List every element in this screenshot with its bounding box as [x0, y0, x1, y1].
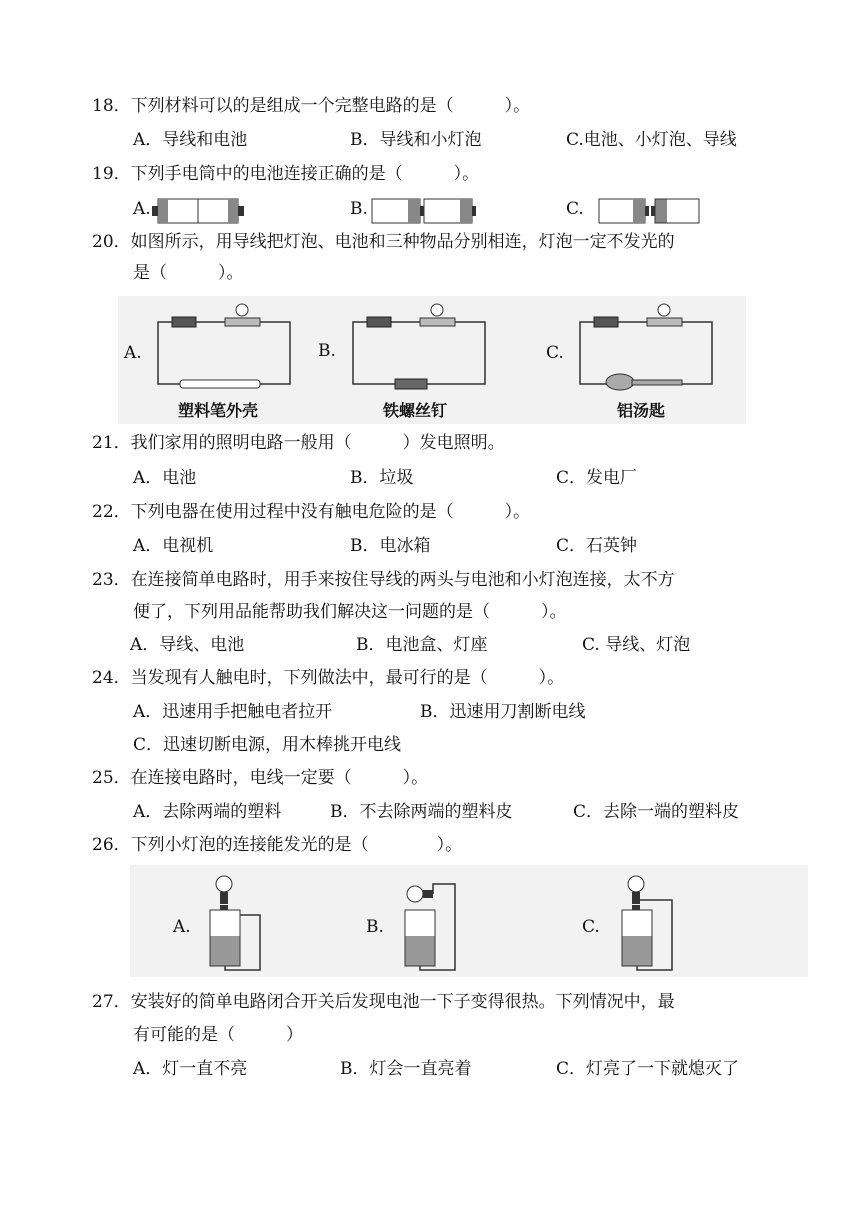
q19-stem: 19．下列手电筒中的电池连接正确的是（ ）。: [92, 164, 480, 184]
q19-figure-c: [598, 196, 702, 226]
q25-stem: 25．在连接电路时，电线一定要（ ）。: [92, 768, 429, 788]
q25-option-c: C．去除一端的塑料皮: [573, 802, 740, 822]
q22-option-b: B．电冰箱: [350, 536, 431, 556]
q23-option-c: C. 导线、灯泡: [582, 635, 691, 655]
q21-option-b: B．垃圾: [350, 468, 414, 488]
q19-label-a: A.: [133, 199, 151, 219]
q18-option-c: C.电池、小灯泡、导线: [566, 130, 737, 150]
q20-label-a: A.: [124, 343, 142, 363]
q21-stem: 21．我们家用的照明电路一般用（ ）发电照明。: [92, 433, 505, 453]
q19-figure-b: [371, 196, 481, 226]
q24-stem: 24．当发现有人触电时，下列做法中，最可行的是（ ）。: [92, 668, 565, 688]
q27-stem-line1: 27．安装好的简单电路闭合开关后发现电池一下子变得很热。下列情况中，最: [92, 992, 675, 1012]
q23-option-b: B．电池盒、灯座: [356, 635, 488, 655]
q27-stem-line2: 有可能的是（ ）: [133, 1025, 303, 1045]
q23-stem-line2: 便了，下列用品能帮助我们解决这一问题的是（ ）。: [133, 602, 567, 622]
q27-option-c: C．灯亮了一下就熄灭了: [556, 1059, 740, 1079]
q27-option-a: A．灯一直不亮: [133, 1059, 248, 1079]
q22-option-c: C．石英钟: [556, 536, 638, 556]
q20-stem-line1: 20．如图所示，用导线把灯泡、电池和三种物品分别相连，灯泡一定不发光的: [92, 232, 675, 252]
q23-option-a: A．导线、电池: [130, 635, 245, 655]
q19-figure-a: [152, 196, 247, 226]
q21-option-a: A．电池: [133, 468, 197, 488]
q26-circuit-c: [612, 870, 682, 975]
q18-option-a: A．导线和电池: [133, 130, 248, 150]
q26-label-c: C.: [582, 917, 600, 937]
q25-option-b: B．不去除两端的塑料皮: [330, 802, 513, 822]
q24-option-b: B．迅速用刀割断电线: [420, 702, 586, 722]
q22-option-a: A．电视机: [133, 536, 214, 556]
q20-circuit-c: [572, 300, 722, 395]
q18-stem: 18．下列材料可以的是组成一个完整电路的是（ ）。: [92, 96, 531, 116]
q20-caption-a: 塑料笔外壳: [178, 401, 259, 420]
q26-circuit-a: [200, 870, 270, 975]
q20-circuit-a: [150, 300, 300, 395]
q22-stem: 22．下列电器在使用过程中没有触电危险的是（ ）。: [92, 502, 531, 522]
q26-label-a: A.: [173, 917, 191, 937]
q26-label-b: B.: [366, 917, 384, 937]
q18-option-b: B．导线和小灯泡: [350, 130, 482, 150]
q27-option-b: B．灯会一直亮着: [340, 1059, 472, 1079]
q20-label-b: B.: [318, 341, 336, 361]
q20-caption-b: 铁螺丝钉: [383, 401, 448, 420]
q23-stem-line1: 23．在连接简单电路时，用手来按住导线的两头与电池和小灯泡连接，太不方: [92, 570, 675, 590]
q19-label-c: C.: [566, 199, 584, 219]
q21-option-c: C．发电厂: [556, 468, 638, 488]
q25-option-a: A．去除两端的塑料: [133, 802, 282, 822]
q24-option-c: C．迅速切断电源，用木棒挑开电线: [133, 735, 402, 755]
q20-caption-c: 铝汤匙: [617, 401, 666, 420]
q19-label-b: B.: [350, 199, 368, 219]
q26-stem: 26．下列小灯泡的连接能发光的是（ ）。: [92, 835, 463, 855]
q20-label-c: C.: [546, 343, 564, 363]
q26-circuit-b: [395, 870, 470, 975]
q20-stem-line2: 是（ ）。: [133, 263, 244, 283]
q20-circuit-b: [345, 300, 495, 395]
q24-option-a: A．迅速用手把触电者拉开: [133, 702, 333, 722]
